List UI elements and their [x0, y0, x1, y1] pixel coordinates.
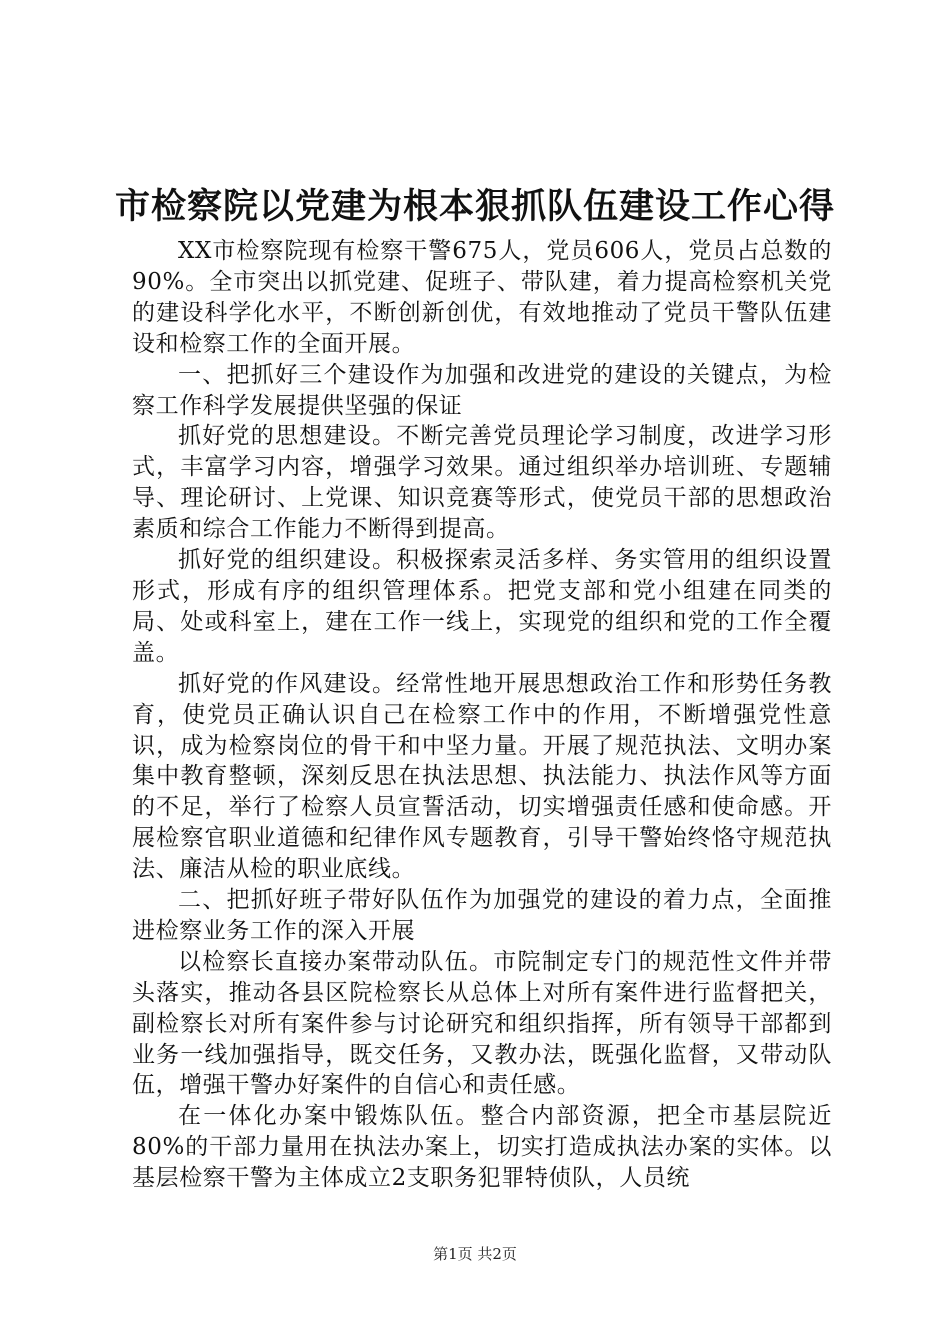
- document-title: 市检察院以党建为根本狠抓队伍建设工作心得: [114, 187, 835, 227]
- document-body: [132, 236, 832, 1194]
- section-heading-2: 二、把抓好班子带好队伍作为加强党的建设的着力点，全面推进检察业务工作的深入开展: [132, 887, 832, 944]
- paragraph-integrated-case-handling: 在一体化办案中锻炼队伍。整合内部资源，把全市基层院近80%的干部力量用在执法办案上，切实打造成执法办案的实体。以基层检察干警为主体成立2支职务犯罪特侦队，人员统: [132, 1103, 832, 1192]
- page-number-footer: 第1页 共2页: [433, 1245, 517, 1263]
- paragraph-organizational-building: 抓好党的组织建设。积极探索灵活多样、务实管用的组织设置形式，形成有序的组织管理体系。把党支部和党小组建在同类的局、处或科室上，建在工作一线上，实现党的组织和党的工作全覆盖。: [132, 547, 832, 666]
- paragraph-chief-prosecutor-cases: 以检察长直接办案带动队伍。市院制定专门的规范性文件并带头落实，推动各县区院检察长从总体上对所有案件进行监督把关，副检察长对所有案件参与讨论研究和组织指挥，所有领导干部都到业务一线加强指导，既交任务，又教办法，既强化监督，又带动队伍，增强干警办好案件的自信心和责任感。: [132, 948, 832, 1099]
- paragraph-intro: XX市检察院现有检察干警675人，党员606人，党员占总数的90%。全市突出以抓党建、促班子、带队建，着力提高检察机关党的建设科学化水平，不断创新创优，有效地推动了党员干警队伍建设和检察工作的全面开展。: [132, 238, 832, 357]
- section-heading-1: 一、把抓好三个建设作为加强和改进党的建设的关键点，为检察工作科学发展提供坚强的保证: [132, 361, 832, 419]
- paragraph-work-style-building: 抓好党的作风建设。经常性地开展思想政治工作和形势任务教育，使党员正确认识自己在检察工作中的作用，不断增强党性意识，成为检察岗位的骨干和中坚力量。开展了规范执法、文明办案集中教育整顿，深刻反思在执法思想、执法能力、执法作风等方面的不足，举行了检察人员宣誓活动，切实增强责任感和使命感。开展检察官职业道德和纪律作风专题教育，引导干警始终恪守规范执法、廉洁从检的职业底线。: [132, 670, 832, 883]
- paragraph-ideological-building: 抓好党的思想建设。不断完善党员理论学习制度，改进学习形式，丰富学习内容，增强学习效果。通过组织举办培训班、专题辅导、理论研讨、上党课、知识竞赛等形式，使党员干部的思想政治素质和综合工作能力不断得到提高。: [132, 423, 832, 543]
